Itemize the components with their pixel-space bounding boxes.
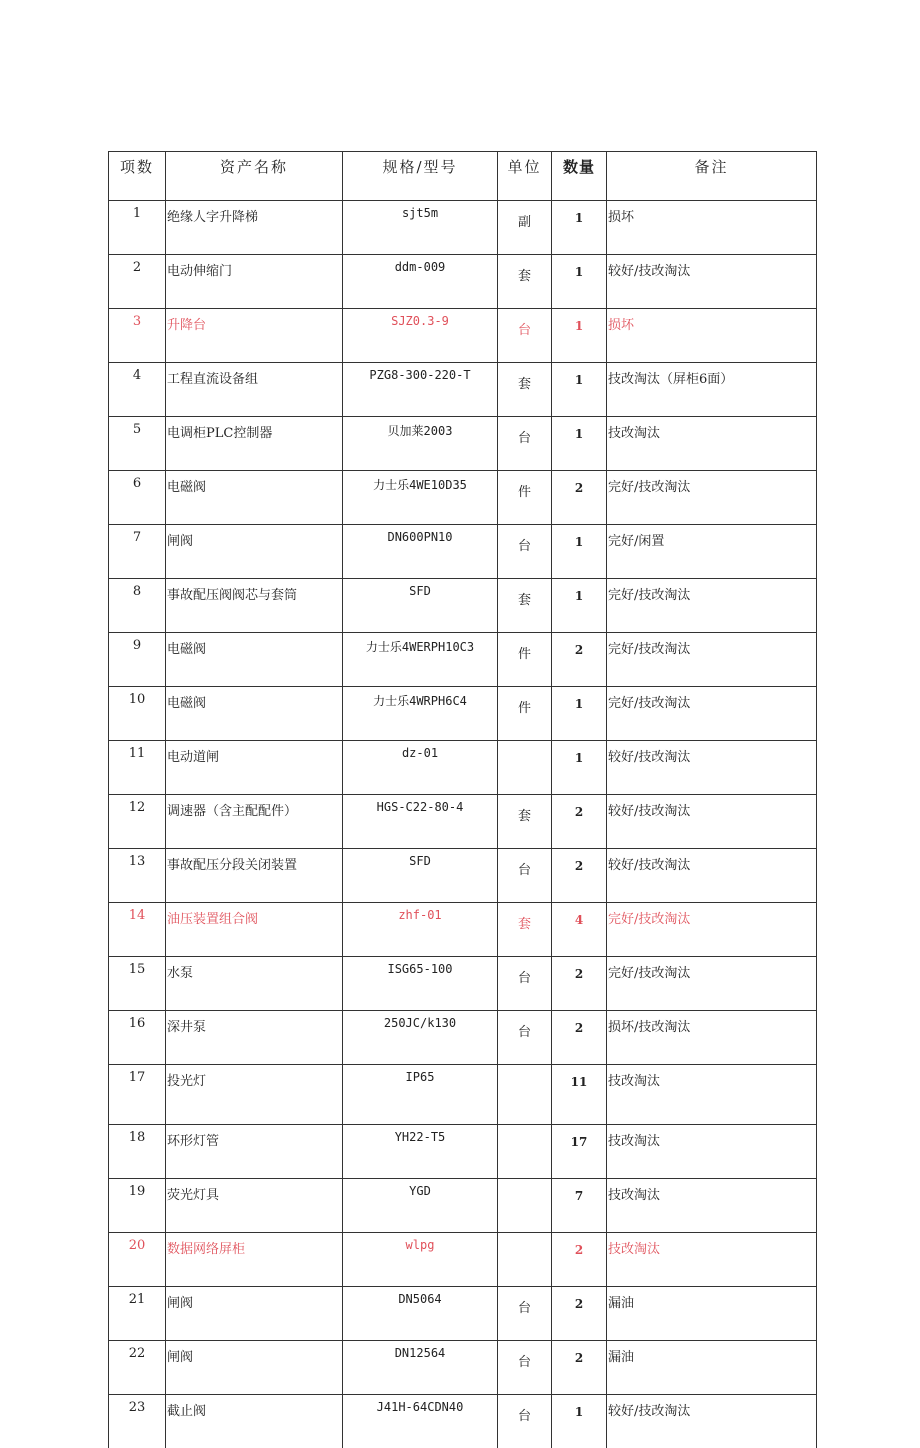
cell-spec-model: YGD bbox=[343, 1179, 498, 1233]
cell-spec-model: dz-01 bbox=[343, 741, 498, 795]
table-row bbox=[109, 1287, 817, 1341]
cell-unit bbox=[498, 1179, 552, 1233]
cell-remark: 技改淘汰（屏柜6面） bbox=[607, 363, 817, 417]
cell-item-no: 3 bbox=[109, 309, 166, 363]
cell-quantity: 1 bbox=[552, 201, 607, 255]
cell-asset-name: 电磁阀 bbox=[166, 633, 343, 687]
cell-quantity: 1 bbox=[552, 579, 607, 633]
cell-unit: 套 bbox=[498, 795, 552, 849]
cell-item-no: 1 bbox=[109, 201, 166, 255]
cell-remark: 漏油 bbox=[607, 1341, 817, 1395]
table-row bbox=[109, 849, 817, 903]
table-row bbox=[109, 1341, 817, 1395]
cell-quantity: 7 bbox=[552, 1179, 607, 1233]
cell-quantity: 11 bbox=[552, 1065, 607, 1125]
cell-remark: 损坏/技改淘汰 bbox=[607, 1011, 817, 1065]
cell-remark: 完好/闲置 bbox=[607, 525, 817, 579]
cell-unit: 台 bbox=[498, 525, 552, 579]
cell-spec-model: SJZ0.3-9 bbox=[343, 309, 498, 363]
cell-unit: 台 bbox=[498, 1341, 552, 1395]
cell-asset-name: 荧光灯具 bbox=[166, 1179, 343, 1233]
cell-remark: 较好/技改淘汰 bbox=[607, 741, 817, 795]
cell-item-no: 15 bbox=[109, 957, 166, 1011]
cell-item-no: 8 bbox=[109, 579, 166, 633]
table-row bbox=[109, 471, 817, 525]
cell-quantity: 1 bbox=[552, 741, 607, 795]
header-qty: 数量 bbox=[552, 152, 607, 201]
cell-unit: 副 bbox=[498, 201, 552, 255]
cell-item-no: 6 bbox=[109, 471, 166, 525]
header-note: 备注 bbox=[607, 152, 817, 201]
cell-unit: 件 bbox=[498, 471, 552, 525]
cell-quantity: 1 bbox=[552, 525, 607, 579]
cell-asset-name: 调速器（含主配配件） bbox=[166, 795, 343, 849]
cell-item-no: 20 bbox=[109, 1233, 166, 1287]
cell-item-no: 23 bbox=[109, 1395, 166, 1448]
asset-table-container bbox=[108, 151, 816, 1448]
table-row bbox=[109, 525, 817, 579]
cell-asset-name: 事故配压分段关闭装置 bbox=[166, 849, 343, 903]
cell-remark: 完好/技改淘汰 bbox=[607, 579, 817, 633]
cell-remark: 完好/技改淘汰 bbox=[607, 957, 817, 1011]
cell-quantity: 1 bbox=[552, 309, 607, 363]
cell-quantity: 2 bbox=[552, 849, 607, 903]
cell-unit: 台 bbox=[498, 309, 552, 363]
cell-remark: 损坏 bbox=[607, 201, 817, 255]
cell-asset-name: 截止阀 bbox=[166, 1395, 343, 1448]
cell-spec-model: ddm-009 bbox=[343, 255, 498, 309]
cell-quantity: 1 bbox=[552, 363, 607, 417]
cell-spec-model: PZG8-300-220-T bbox=[343, 363, 498, 417]
cell-remark: 技改淘汰 bbox=[607, 1125, 817, 1179]
cell-unit: 台 bbox=[498, 417, 552, 471]
cell-spec-model: DN12564 bbox=[343, 1341, 498, 1395]
cell-asset-name: 闸阀 bbox=[166, 1287, 343, 1341]
cell-remark: 损坏 bbox=[607, 309, 817, 363]
cell-unit bbox=[498, 741, 552, 795]
table-header-row bbox=[109, 152, 817, 201]
cell-item-no: 16 bbox=[109, 1011, 166, 1065]
cell-spec-model: sjt5m bbox=[343, 201, 498, 255]
cell-unit: 件 bbox=[498, 633, 552, 687]
cell-asset-name: 环形灯管 bbox=[166, 1125, 343, 1179]
cell-spec-model: ISG65-100 bbox=[343, 957, 498, 1011]
table-row bbox=[109, 1179, 817, 1233]
cell-quantity: 1 bbox=[552, 1395, 607, 1448]
cell-unit: 件 bbox=[498, 687, 552, 741]
cell-unit bbox=[498, 1125, 552, 1179]
cell-remark: 漏油 bbox=[607, 1287, 817, 1341]
cell-asset-name: 投光灯 bbox=[166, 1065, 343, 1125]
table-row bbox=[109, 255, 817, 309]
asset-table bbox=[108, 151, 817, 1448]
cell-unit: 套 bbox=[498, 363, 552, 417]
cell-asset-name: 闸阀 bbox=[166, 525, 343, 579]
cell-unit: 套 bbox=[498, 255, 552, 309]
cell-item-no: 21 bbox=[109, 1287, 166, 1341]
cell-quantity: 17 bbox=[552, 1125, 607, 1179]
cell-remark: 技改淘汰 bbox=[607, 1179, 817, 1233]
cell-quantity: 2 bbox=[552, 795, 607, 849]
cell-remark: 较好/技改淘汰 bbox=[607, 1395, 817, 1448]
cell-spec-model: 力士乐4WERPH10C3 bbox=[343, 633, 498, 687]
cell-item-no: 9 bbox=[109, 633, 166, 687]
cell-spec-model: SFD bbox=[343, 849, 498, 903]
cell-quantity: 4 bbox=[552, 903, 607, 957]
cell-spec-model: zhf-01 bbox=[343, 903, 498, 957]
cell-quantity: 2 bbox=[552, 1341, 607, 1395]
header-no: 项数 bbox=[109, 152, 166, 201]
cell-spec-model: 贝加莱2003 bbox=[343, 417, 498, 471]
cell-item-no: 18 bbox=[109, 1125, 166, 1179]
cell-item-no: 10 bbox=[109, 687, 166, 741]
cell-spec-model: SFD bbox=[343, 579, 498, 633]
cell-asset-name: 闸阀 bbox=[166, 1341, 343, 1395]
cell-spec-model: DN600PN10 bbox=[343, 525, 498, 579]
cell-quantity: 2 bbox=[552, 1011, 607, 1065]
cell-remark: 技改淘汰 bbox=[607, 1065, 817, 1125]
cell-unit: 台 bbox=[498, 957, 552, 1011]
table-row bbox=[109, 1011, 817, 1065]
cell-spec-model: YH22-T5 bbox=[343, 1125, 498, 1179]
cell-item-no: 2 bbox=[109, 255, 166, 309]
table-row bbox=[109, 1233, 817, 1287]
table-row bbox=[109, 795, 817, 849]
table-row bbox=[109, 741, 817, 795]
cell-quantity: 2 bbox=[552, 471, 607, 525]
table-row bbox=[109, 687, 817, 741]
cell-item-no: 19 bbox=[109, 1179, 166, 1233]
cell-quantity: 2 bbox=[552, 1233, 607, 1287]
cell-spec-model: 250JC/k130 bbox=[343, 1011, 498, 1065]
cell-remark: 完好/技改淘汰 bbox=[607, 687, 817, 741]
header-spec: 规格/型号 bbox=[343, 152, 498, 201]
table-row bbox=[109, 1395, 817, 1448]
cell-quantity: 2 bbox=[552, 1287, 607, 1341]
cell-asset-name: 电动道闸 bbox=[166, 741, 343, 795]
cell-asset-name: 电磁阀 bbox=[166, 471, 343, 525]
header-unit: 单位 bbox=[498, 152, 552, 201]
cell-asset-name: 电磁阀 bbox=[166, 687, 343, 741]
cell-asset-name: 电调柜PLC控制器 bbox=[166, 417, 343, 471]
cell-asset-name: 水泵 bbox=[166, 957, 343, 1011]
cell-quantity: 2 bbox=[552, 957, 607, 1011]
cell-quantity: 1 bbox=[552, 417, 607, 471]
cell-asset-name: 绝缘人字升降梯 bbox=[166, 201, 343, 255]
cell-item-no: 11 bbox=[109, 741, 166, 795]
table-row bbox=[109, 363, 817, 417]
cell-spec-model: J41H-64CDN40 bbox=[343, 1395, 498, 1448]
cell-remark: 较好/技改淘汰 bbox=[607, 795, 817, 849]
cell-asset-name: 升降台 bbox=[166, 309, 343, 363]
cell-remark: 较好/技改淘汰 bbox=[607, 849, 817, 903]
cell-quantity: 1 bbox=[552, 687, 607, 741]
cell-item-no: 14 bbox=[109, 903, 166, 957]
cell-unit: 台 bbox=[498, 1395, 552, 1448]
table-row bbox=[109, 1125, 817, 1179]
cell-unit: 套 bbox=[498, 579, 552, 633]
cell-item-no: 22 bbox=[109, 1341, 166, 1395]
cell-spec-model: 力士乐4WE10D35 bbox=[343, 471, 498, 525]
cell-remark: 完好/技改淘汰 bbox=[607, 633, 817, 687]
cell-item-no: 7 bbox=[109, 525, 166, 579]
table-body bbox=[109, 201, 817, 1448]
cell-spec-model: wlpg bbox=[343, 1233, 498, 1287]
table-row bbox=[109, 201, 817, 255]
table-row bbox=[109, 633, 817, 687]
cell-unit: 台 bbox=[498, 1287, 552, 1341]
cell-unit: 台 bbox=[498, 849, 552, 903]
cell-asset-name: 深井泵 bbox=[166, 1011, 343, 1065]
table-row bbox=[109, 903, 817, 957]
cell-spec-model: DN5064 bbox=[343, 1287, 498, 1341]
cell-remark: 技改淘汰 bbox=[607, 417, 817, 471]
cell-spec-model: 力士乐4WRPH6C4 bbox=[343, 687, 498, 741]
cell-item-no: 5 bbox=[109, 417, 166, 471]
cell-asset-name: 事故配压阀阀芯与套筒 bbox=[166, 579, 343, 633]
cell-asset-name: 工程直流设备组 bbox=[166, 363, 343, 417]
table-row bbox=[109, 957, 817, 1011]
cell-remark: 完好/技改淘汰 bbox=[607, 903, 817, 957]
table-row bbox=[109, 579, 817, 633]
table-row bbox=[109, 1065, 817, 1125]
cell-item-no: 12 bbox=[109, 795, 166, 849]
cell-remark: 较好/技改淘汰 bbox=[607, 255, 817, 309]
cell-quantity: 1 bbox=[552, 255, 607, 309]
header-name: 资产名称 bbox=[166, 152, 343, 201]
cell-item-no: 13 bbox=[109, 849, 166, 903]
cell-unit: 台 bbox=[498, 1011, 552, 1065]
cell-spec-model: HGS-C22-80-4 bbox=[343, 795, 498, 849]
cell-remark: 完好/技改淘汰 bbox=[607, 471, 817, 525]
cell-item-no: 4 bbox=[109, 363, 166, 417]
cell-asset-name: 油压装置组合阀 bbox=[166, 903, 343, 957]
cell-asset-name: 电动伸缩门 bbox=[166, 255, 343, 309]
table-row bbox=[109, 417, 817, 471]
cell-item-no: 17 bbox=[109, 1065, 166, 1125]
cell-unit: 套 bbox=[498, 903, 552, 957]
table-row bbox=[109, 309, 817, 363]
cell-unit bbox=[498, 1065, 552, 1125]
cell-asset-name: 数据网络屏柜 bbox=[166, 1233, 343, 1287]
cell-remark: 技改淘汰 bbox=[607, 1233, 817, 1287]
cell-quantity: 2 bbox=[552, 633, 607, 687]
cell-unit bbox=[498, 1233, 552, 1287]
cell-spec-model: IP65 bbox=[343, 1065, 498, 1125]
